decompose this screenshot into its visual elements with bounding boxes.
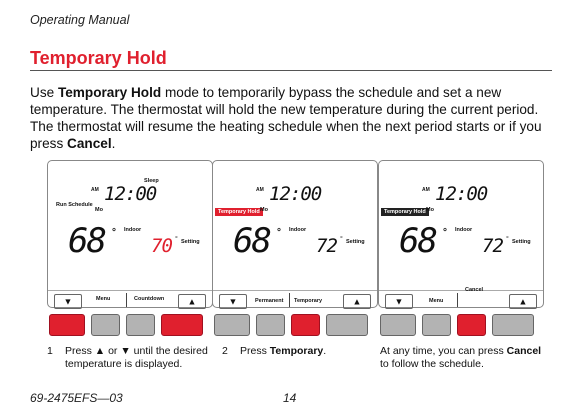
down-arrow-icon: ▼ (228, 296, 238, 306)
thermostat-2 (212, 160, 378, 340)
up-arrow-icon: ▲ (518, 296, 528, 306)
intro-paragraph (30, 84, 555, 152)
hardware-button-4[interactable] (161, 314, 203, 336)
indoor-temperature: 68 (233, 221, 270, 261)
hardware-buttons (378, 314, 544, 336)
setting-label: Setting (346, 239, 365, 245)
caption-text: . (323, 345, 327, 357)
hardware-button-1[interactable] (380, 314, 416, 336)
step-number: 1 (47, 345, 53, 357)
step-text (240, 345, 385, 358)
hardware-button-3[interactable] (291, 314, 320, 336)
softkey-divider (457, 293, 458, 307)
setpoint-temperature: 72 (316, 235, 337, 257)
thermostat-3 (378, 160, 544, 340)
softkey-cancel[interactable]: Cancel (465, 287, 484, 293)
hardware-button-2[interactable] (256, 314, 285, 336)
indoor-label: Indoor (124, 227, 142, 233)
caption-bold: Cancel (506, 345, 542, 357)
hardware-button-2[interactable] (91, 314, 120, 336)
day-label: Mo (260, 207, 268, 213)
caption-text: Press (65, 345, 95, 357)
day-label: Mo (426, 207, 434, 213)
thermostat-screen (212, 160, 378, 308)
intro-text-2: mode to temporarily bypass the schedule and set a new temperature. The thermostat will hold the new temperature during the current period. The thermostat will resume the heating schedule when the next period starts or if you press (30, 85, 542, 151)
softkey-menu[interactable]: Menu (429, 298, 444, 304)
indoor-temperature: 68 (399, 221, 436, 261)
down-arrow-icon: ▼ (63, 296, 73, 306)
setpoint-degree-symbol: ° (506, 236, 509, 243)
step-number: 2 (222, 345, 228, 357)
down-arrow-key[interactable] (54, 294, 82, 309)
softkey-row (379, 287, 543, 309)
hardware-button-2[interactable] (422, 314, 451, 336)
setting-label: Setting (512, 239, 531, 245)
intro-text-1: Use (30, 85, 58, 100)
hardware-button-1[interactable] (214, 314, 250, 336)
temporary-hold-badge: Temporary Hold (381, 208, 429, 216)
softkey-temporary[interactable]: Temporary (294, 298, 323, 304)
clock-display: 12:00 (435, 183, 488, 205)
run-schedule-label: Run Schedule (56, 202, 93, 208)
up-arrow-icon: ▲ (94, 345, 106, 357)
indoor-label: Indoor (289, 227, 307, 233)
temporary-hold-badge: Temporary Hold (215, 208, 263, 216)
hardware-button-1[interactable] (49, 314, 85, 336)
softkey-permanent[interactable]: Permanent (255, 298, 284, 304)
hardware-buttons (212, 314, 378, 336)
indoor-degree-symbol: ° (443, 227, 447, 238)
down-arrow-icon: ▼ (394, 296, 404, 306)
intro-bold-temporary-hold: Temporary Hold (57, 85, 162, 100)
thermostat-screen (378, 160, 544, 308)
softkey-row (213, 290, 377, 309)
step-text (65, 345, 210, 371)
clock-display: 12:00 (104, 183, 157, 205)
indoor-degree-symbol: ° (112, 227, 116, 238)
title-rule (30, 70, 552, 71)
intro-bold-cancel: Cancel (67, 136, 112, 151)
section-title: Temporary Hold (30, 48, 167, 68)
up-arrow-key[interactable] (178, 294, 206, 309)
hardware-button-3[interactable] (126, 314, 155, 336)
header-label: Operating Manual (30, 13, 130, 27)
thermostat-1 (47, 160, 213, 340)
document-number: 69-2475EFS—03 (30, 391, 123, 405)
step-caption-3 (380, 345, 545, 371)
period-label: Sleep (144, 178, 159, 184)
caption-text: or (105, 345, 121, 357)
intro-text-3: . (111, 136, 116, 151)
softkey-countdown[interactable]: Countdown (134, 296, 165, 302)
am-indicator: AM (422, 187, 430, 193)
caption-text: At any time, you can press (380, 345, 507, 357)
softkey-row (48, 290, 212, 309)
setpoint-temperature: 70 (151, 235, 172, 257)
caption-bold: Temporary (269, 345, 324, 357)
setpoint-temperature: 72 (482, 235, 503, 257)
am-indicator: AM (256, 187, 264, 193)
softkey-divider (289, 293, 290, 307)
hardware-button-4[interactable] (492, 314, 534, 336)
caption-text: to follow the schedule. (380, 358, 484, 370)
down-arrow-icon: ▼ (120, 345, 131, 357)
up-arrow-key[interactable] (509, 294, 537, 309)
up-arrow-key[interactable] (343, 294, 371, 309)
down-arrow-key[interactable] (219, 294, 247, 309)
thermostat-screen (47, 160, 213, 308)
down-arrow-key[interactable] (385, 294, 413, 309)
hardware-button-4[interactable] (326, 314, 368, 336)
indoor-degree-symbol: ° (277, 227, 281, 238)
indoor-label: Indoor (455, 227, 473, 233)
hardware-button-3[interactable] (457, 314, 486, 336)
hardware-buttons (47, 314, 213, 336)
softkey-menu[interactable]: Menu (96, 296, 111, 302)
caption-text: Press (240, 345, 270, 357)
softkey-divider (126, 293, 127, 307)
page-number: 14 (283, 391, 297, 405)
setpoint-degree-symbol: ° (340, 236, 343, 243)
setting-label: Setting (181, 239, 200, 245)
clock-display: 12:00 (269, 183, 322, 205)
up-arrow-icon: ▲ (352, 296, 362, 306)
day-label: Mo (95, 207, 103, 213)
caption-text: until the desired temperature is displayed. (65, 345, 208, 370)
indoor-temperature: 68 (68, 221, 105, 261)
am-indicator: AM (91, 187, 99, 193)
setpoint-degree-symbol: ° (175, 236, 178, 243)
up-arrow-icon: ▲ (187, 296, 197, 306)
